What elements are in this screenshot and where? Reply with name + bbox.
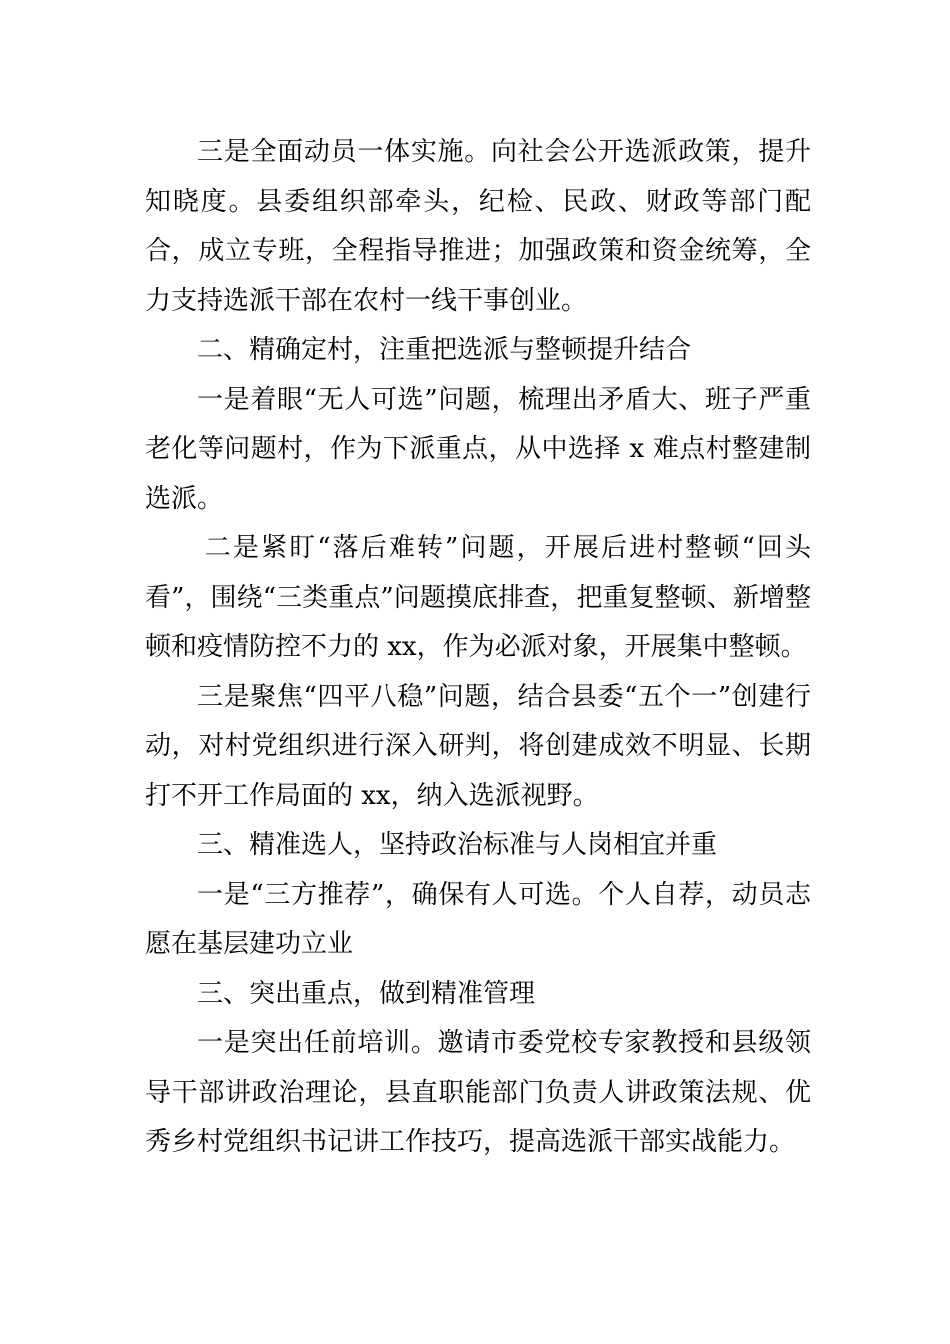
paragraph-three-recommendations: 一是“三方推荐”，确保有人可选。个人自荐，动员志愿在基层建功立业	[145, 879, 811, 959]
paragraph-mobilization: 三是全面动员一体实施。向社会公开选派政策，提升知晓度。县委组织部牵头，纪检、民政、财政等部门配合，成立专班，全程指导推进；加强政策和资金统筹，全力支持选派干部在农村一线干事创业。	[145, 137, 811, 316]
section-heading-precise-management: 三、突出重点，做到精准管理	[197, 978, 536, 1009]
section-heading-village-selection: 二、精确定村，注重把选派与整顿提升结合	[197, 335, 692, 365]
section-heading-personnel-selection: 三、精准选人，坚持政治标准与人岗相宜并重	[197, 830, 718, 860]
paragraph-pre-service-training: 一是突出任前培训。邀请市委党校专家教授和县级领导干部讲政治理论，县直职能部门负责人讲政策法规、优秀乡村党组织书记讲工作技巧，提高选派干部实战能力。	[145, 1028, 811, 1157]
paragraph-lagging-villages: 二是紧盯“落后难转”问题，开展后进村整顿“回头看”，围绕“三类重点”问题摸底排查，把重复整顿、新增整顿和疫情防控不力的 xx，作为必派对象，开展集中整顿。	[145, 533, 811, 662]
paragraph-stagnant-villages: 三是聚焦“四平八稳”问题，结合县委“五个一”创建行动，对村党组织进行深入研判，将创建成效不明显、长期打不开工作局面的 xx，纳入选派视野。	[145, 681, 811, 811]
paragraph-no-candidates: 一是着眼“无人可选”问题，梳理出矛盾大、班子严重老化等问题村，作为下派重点，从中选择 x 难点村整建制选派。	[145, 384, 811, 514]
document-body	[145, 128, 811, 1168]
